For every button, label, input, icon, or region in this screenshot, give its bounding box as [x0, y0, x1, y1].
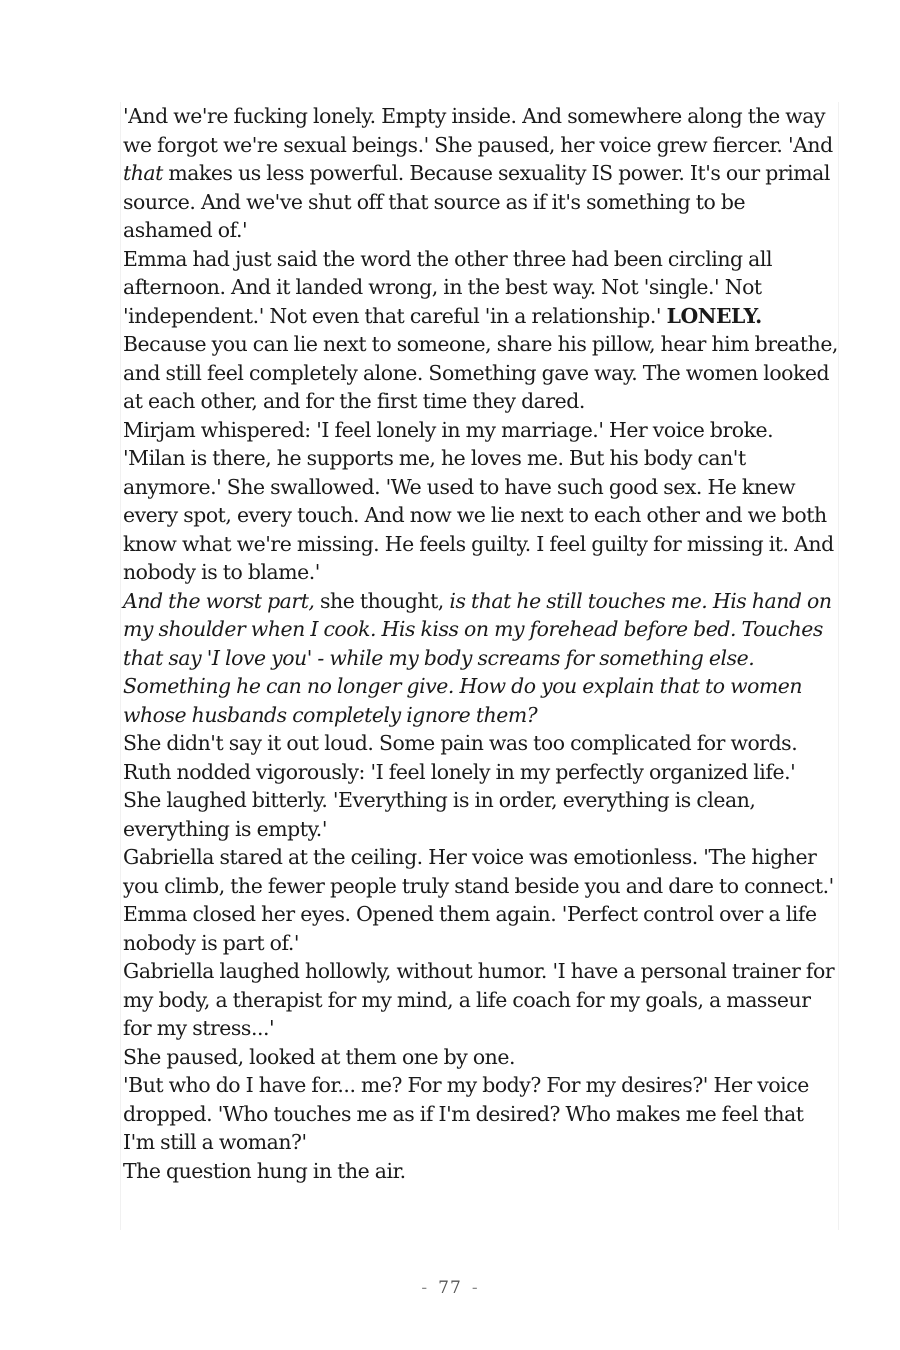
page-number: 77 — [438, 1278, 462, 1298]
paragraph: She paused, looked at them one by one. — [123, 1044, 515, 1069]
paragraph-text: 'And we're fucking lonely. Empty inside. And somewhere along the way we forgot we're sexual beings.' She paused, her voice grew fiercer. 'And — [123, 104, 833, 157]
paragraph-text: Emma had just said the word the other three had been circling all afternoon. And it landed wrong, in the best way. Not 'single.' Not 'independent.' Not even that careful 'in a relationship.' — [123, 246, 773, 328]
body-text — [120, 102, 839, 1230]
paragraph-text: Because you can lie next to someone, share his pillow, hear him breathe, and still feel completely alone. Something gave way. The women looked at each other, and for the first time they dared. — [123, 332, 838, 413]
paragraph: 'But who do I have for... me? For my body? For my desires?' Her voice dropped. 'Who touches me as if I'm desired? Who makes me feel that I'm still a woman?' — [123, 1073, 809, 1154]
paragraph: Mirjam whispered: 'I feel lonely in my marriage.' Her voice broke. 'Milan is there, he supports me, he loves me. But his body can't anymore.' She swallowed. 'We used to have such good sex. He knew every spot, every touch. And now we lie next to each other and we both know what we're missing. He feels guilty. I feel guilty for missing it. And nobody is to blame.' — [123, 417, 834, 584]
paragraph: Gabriella laughed hollowly, without humor. 'I have a personal trainer for my body, a therapist for my mind, a life coach for my goals, a masseur for my stress...' — [123, 959, 835, 1040]
paragraph — [123, 587, 838, 730]
paragraph-text: makes us less powerful. Because sexuality IS power. It's our primal source. And we've shut off that source as if it's something to be ashamed of.' — [123, 161, 830, 242]
footer-dash-left: - — [421, 1278, 429, 1298]
paragraph — [123, 102, 838, 245]
emphasis-text: that — [123, 161, 163, 185]
paragraph-text: she thought, — [314, 588, 450, 613]
paragraph: Emma closed her eyes. Opened them again. 'Perfect control over a life nobody is part of.' — [123, 902, 817, 955]
bold-text: LONELY. — [666, 303, 762, 328]
page-footer — [0, 1278, 900, 1298]
paragraph — [123, 245, 838, 416]
paragraph: She didn't say it out loud. Some pain was too complicated for words. — [123, 731, 798, 755]
paragraph: Gabriella stared at the ceiling. Her voice was emotionless. 'The higher you climb, the fewer people truly stand beside you and dare to connect.' — [123, 845, 834, 898]
paragraph: Ruth nodded vigorously: 'I feel lonely in my perfectly organized life.' She laughed bitterly. 'Everything is in order, everything is clean, everything is empty.' — [123, 759, 796, 841]
paragraph: The question hung in the air. — [123, 1158, 406, 1183]
italic-text: is that he still touches me. His hand on my shoulder when I cook. His kiss on my forehead before bed. Touches that say 'I love you' - while my body screams for something else. Something he can no longer give. How do you explain that to women whose husbands completely ignore them? — [123, 588, 832, 727]
footer-dash-right: - — [471, 1278, 479, 1298]
italic-text: And the worst part, — [123, 588, 315, 613]
